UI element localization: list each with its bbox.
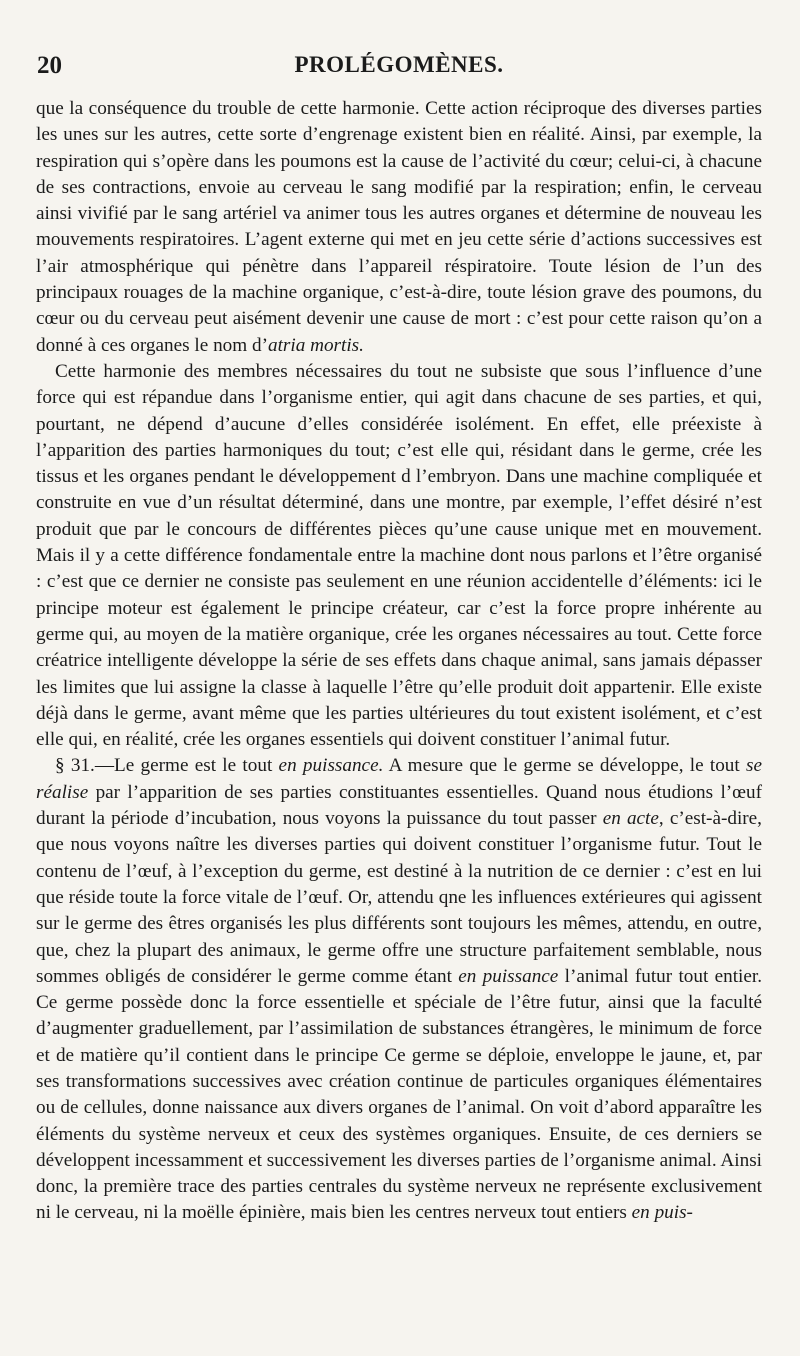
paragraph-3-section-31 xyxy=(36,753,762,1226)
text-segment: par l’apparition de ses parties constituantes essentielles. Quand nous étudions l’œuf durant la période d’incubation, nous voyons la puissance du tout passer xyxy=(36,781,762,830)
paragraph-2 xyxy=(36,359,762,753)
italic-term-en-puissance: en puissance. xyxy=(278,755,384,777)
text-segment: que la conséquence du trouble de cette harmonie. Cette action réciproque des diverses parties les unes sur les autres, cette sorte d’engrenage existent bien en réalité. Ainsi, par exemple, la respiration qui s’opère dans les poumons est la cause de l’activité du cœur; celui-ci, à chacune de ses contractions, envoie au cerveau le sang modifié par la respiration; enfin, le cerveau ainsi vivifié par le sang artériel va animer tous les autres organes et détermine de nouveau les mouvements respiratoires. L’agent externe qui met en jeu cette série d’actions successives est l’air atmosphérique qui pénètre dans l’appareil réspiratoire. Toute lésion de l’un des principaux rouages de la machine organique, c’est-à-dire, toute lésion grave des poumons, du cœur ou du cerveau peut aisément devenir une cause de mort : c’est pour cette raison qu’on a donné à ces organes le nom d’ xyxy=(36,98,762,356)
italic-term-se-realise: se réalise xyxy=(36,755,762,803)
body-text xyxy=(36,96,762,1227)
italic-term-en-puissance: en puissance xyxy=(458,965,559,987)
italic-term-en-puis: en puis- xyxy=(631,1202,693,1224)
running-head: PROLÉGOMÈNES. xyxy=(294,52,504,77)
text-segment: l’animal futur tout entier. Ce germe possède donc la force essentielle et spéciale de l’être futur, ainsi que la faculté d’augmenter graduellement, par l’assimilation de substances étrangères, le minimum de force et de matière qu’il contient dans le principe Ce germe se déploie, enveloppe le jaune, et, par ses transformations successives avec création continue de particules organiques élémentaires ou de cellules, donne naissance aux divers organes de l’animal. On voit d’abord apparaître les éléments du système nerveux et ceux des systèmes organiques. Ensuite, de ces derniers se développent incessamment et successivement les diverses parties de l’organisme animal. Ainsi donc, la première trace des parties centrales du système nerveux ne représente exclusivement ni le cerveau, ni la moëlle épinière, mais bien les centres nerveux tout entiers xyxy=(36,965,762,1224)
italic-term-atria-mortis: atria mortis. xyxy=(267,334,364,356)
paragraph-1 xyxy=(36,96,762,359)
italic-term-en-acte: en acte xyxy=(602,808,659,830)
page-number: 20 xyxy=(37,52,62,79)
text-segment: , c’est-à-dire, que nous voyons naître les diverses parties qui doivent constituer l’organisme futur. Tout le contenu de l’œuf, à l’exception du germe, est destiné à la nutrition de ce dernier : c’est en lui que réside toute la force vitale de l’œuf. Or, attendu qne les influences extérieures qui agissent sur le germe des êtres organisés les plus différents sont toujours les mêmes, attendu, en outre, que, chez la plupart des animaux, le germe offre une structure parfaitement semblable, nous sommes obligés de considérer le germe comme étant xyxy=(36,808,762,987)
text-segment: A mesure que le germe se développe, le tout xyxy=(383,755,746,777)
text-segment: Cette harmonie des membres nécessaires du tout ne subsiste que sous l’influence d’une force qui est répandue dans l’organisme entier, qui agit dans chacune de ses parties, et qui, pourtant, ne dépend d’aucune d’elles considérée isolément. En effet, elle préexiste à l’apparition des parties harmoniques du tout; c’est elle qui, résidant dans le germe, crée les tissus et les organes pendant le développement d l’embryon. Dans une machine compliquée et construite en vue d’un résultat déterminé, dans une montre, par exemple, l’effet désiré n’est produit que par le concours de différentes pièces qu’une cause unique met en mouvement. Mais il y a cette différence fondamentale entre la machine dont nous parlons et l’être organisé : c’est que ce dernier ne consiste pas seulement en une réunion accidentelle d’éléments: ici le principe moteur est également le principe créateur, car c’est la force propre inhérente au germe qui, au moyen de la matière organique, crée les organes nécessaires au tout. Cette force créatrice intelligente développe la série de ses effets dans chaque animal, sans jamais dépasser les limites que lui assigne la classe à laquelle l’être qu’elle produit doit appartenir. Elle existe déjà dans le germe, avant même que les parties ultérieures du tout existent isolément, et c’est elle qui, en réalité, crée les organes essentiels qui doivent constituer l’animal futur. xyxy=(36,360,762,751)
text-segment: § 31.—Le germe est le tout xyxy=(55,755,279,777)
page-header xyxy=(36,52,762,84)
